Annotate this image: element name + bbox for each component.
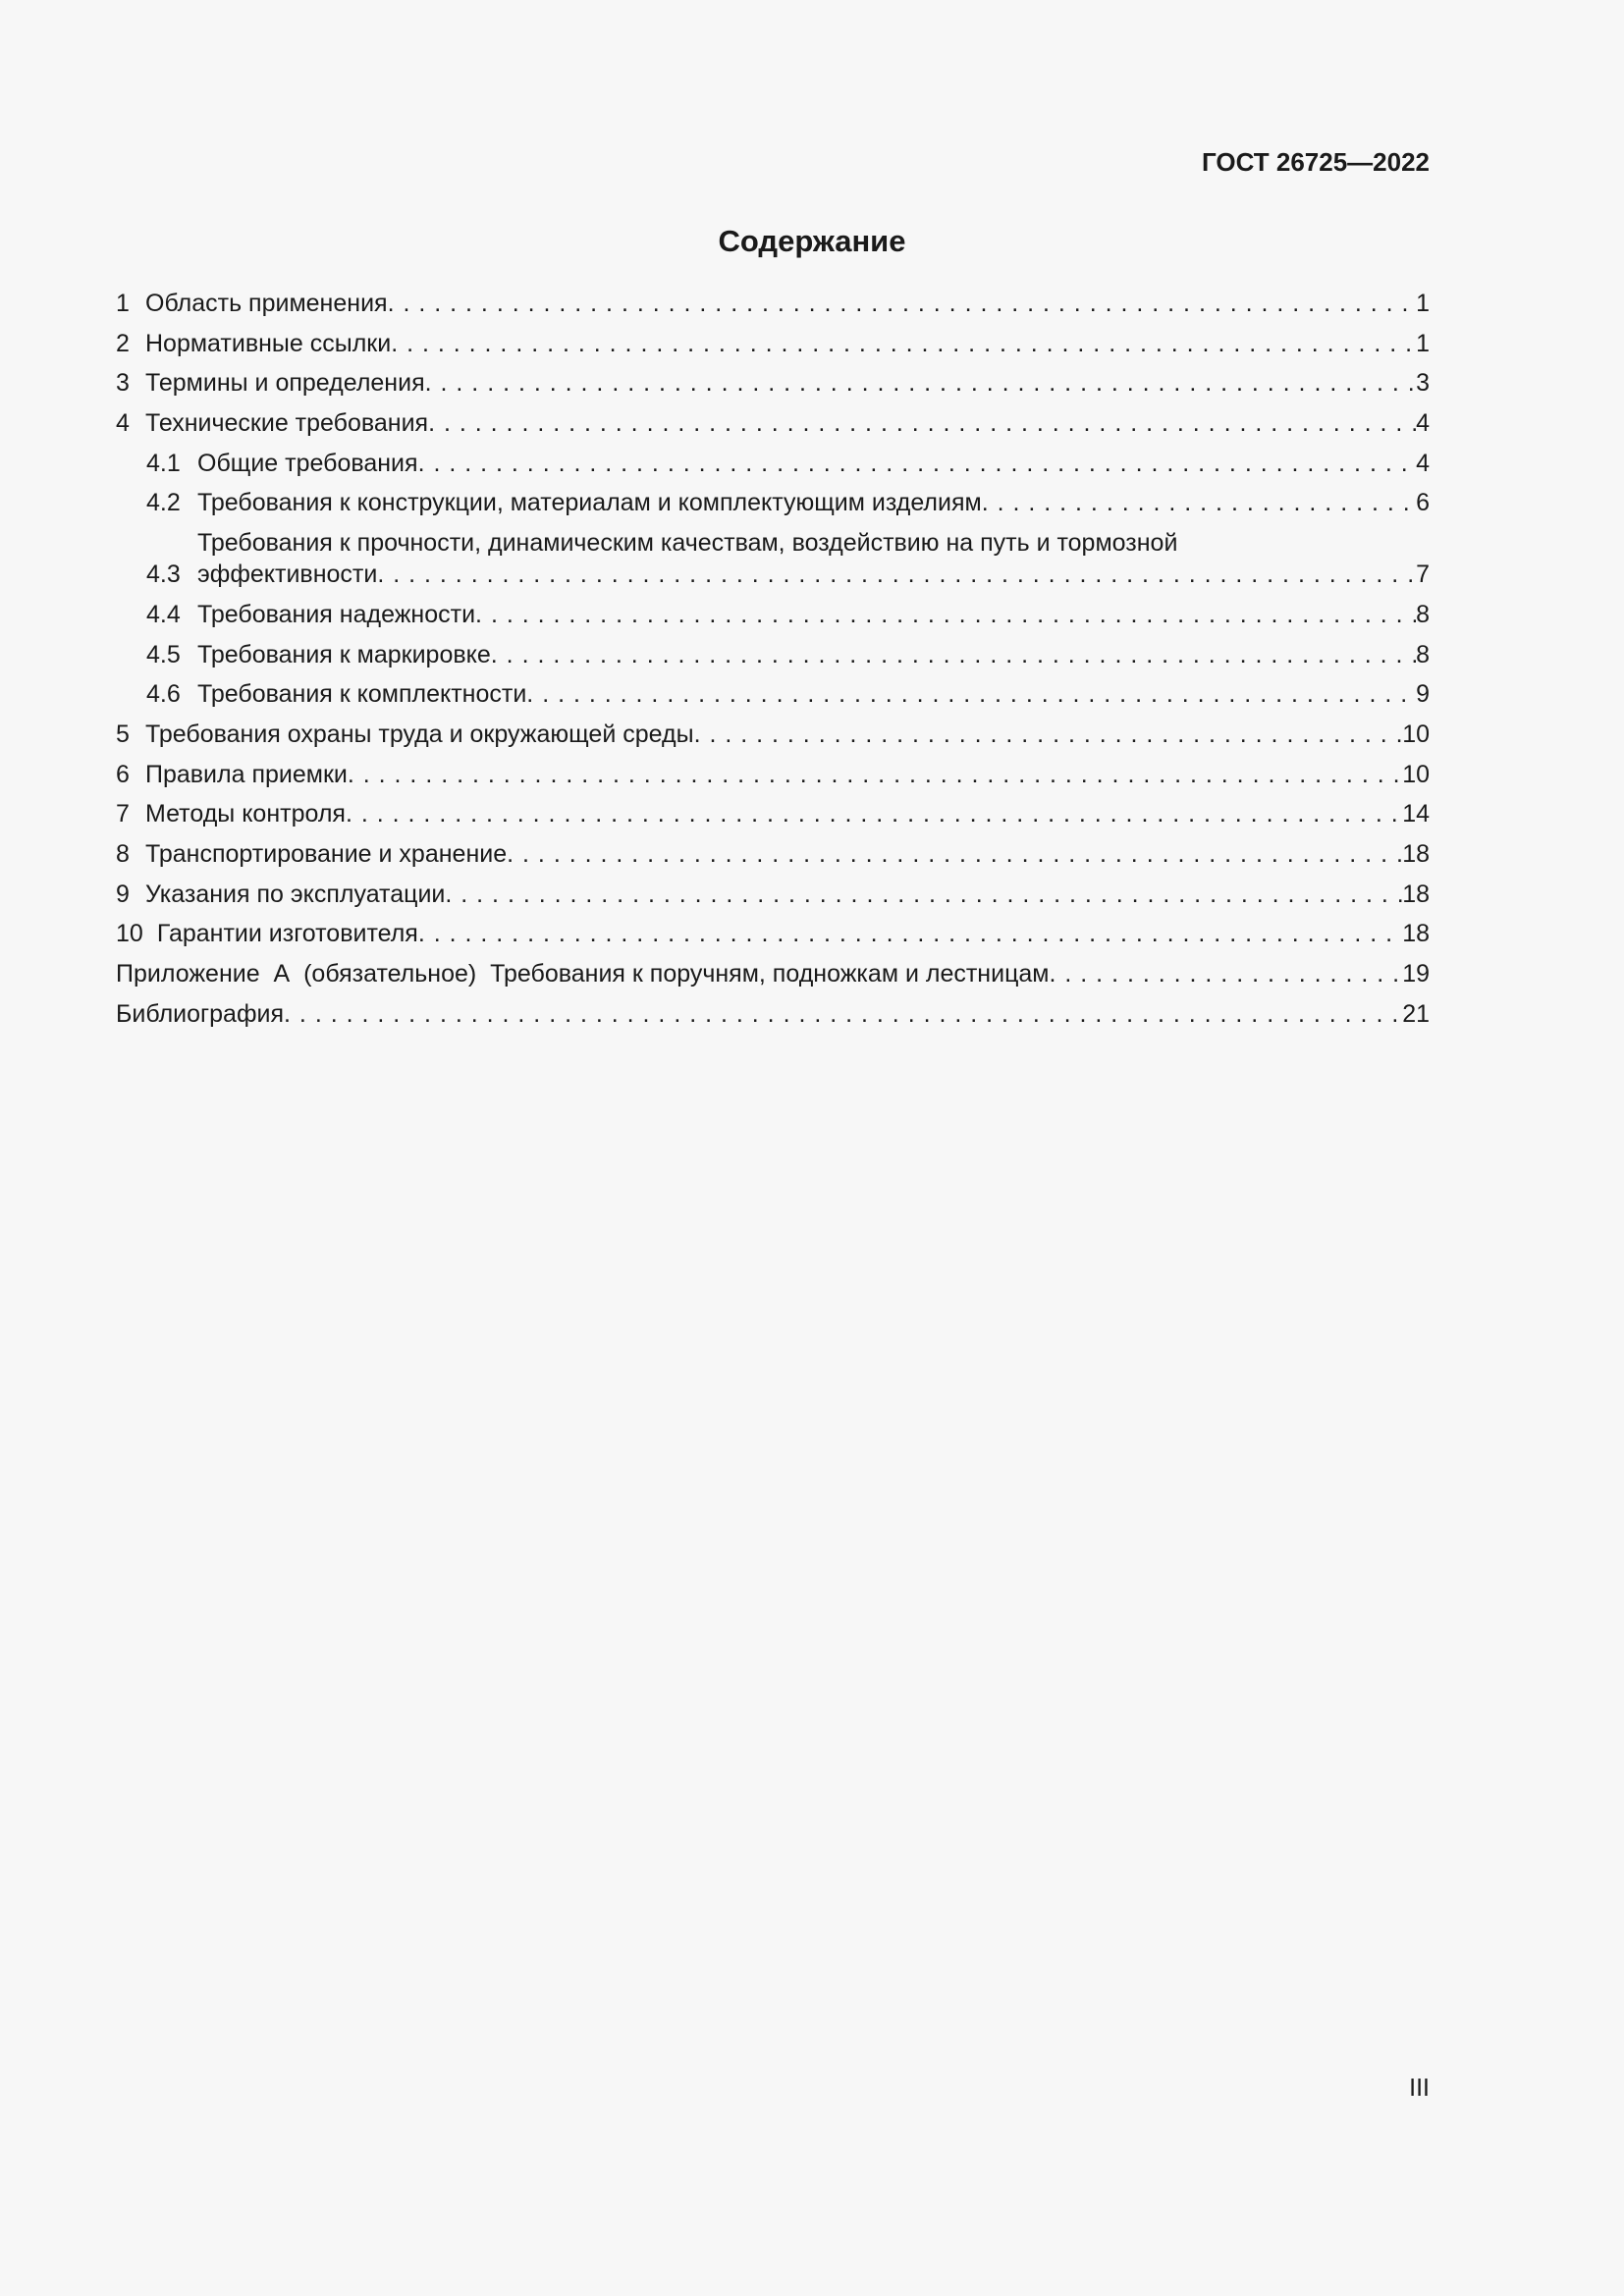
- toc-entry-number: 4.3: [146, 561, 181, 589]
- toc-entry[interactable]: [116, 838, 1430, 870]
- toc-entry[interactable]: [116, 958, 1430, 989]
- toc-entry-page: 8: [1416, 640, 1430, 668]
- toc-entry-label: Требования надежности: [197, 600, 476, 628]
- toc-entry[interactable]: [116, 407, 1430, 439]
- toc-entry-page: 14: [1402, 800, 1430, 828]
- toc-entry-label: Требования к комплектности: [197, 680, 527, 709]
- toc-entry-label: Технические требования: [145, 409, 429, 438]
- toc-entry-number: 1: [116, 290, 130, 317]
- toc-entry-label: Транспортирование и хранение: [145, 839, 508, 868]
- toc-entry-label: Гарантии изготовителя: [156, 920, 418, 948]
- toc-entry-page: 9: [1416, 680, 1430, 709]
- toc-entry[interactable]: [116, 487, 1430, 518]
- toc-entry[interactable]: [116, 367, 1430, 399]
- toc-entry-number: 2: [116, 329, 130, 357]
- toc-entry[interactable]: [116, 639, 1430, 670]
- toc-entry-label: Термины и определения: [145, 369, 425, 398]
- table-of-contents: [116, 288, 1430, 1038]
- dot-leader: [388, 288, 1417, 319]
- toc-entry-number: 4.5: [146, 640, 181, 668]
- toc-entry-label: Область применения: [145, 290, 388, 317]
- toc-entry[interactable]: [116, 719, 1430, 750]
- toc-entry-page: 10: [1402, 760, 1430, 788]
- toc-entry-page: 7: [1416, 561, 1430, 589]
- toc-entry-label: Правила приемки: [145, 760, 348, 788]
- toc-entry-number: 4: [116, 409, 130, 438]
- toc-entry-label: Библиография: [116, 999, 285, 1028]
- toc-entry-number: 4.6: [146, 680, 181, 709]
- toc-entry-number: 6: [116, 760, 130, 788]
- toc-entry-page: 18: [1402, 839, 1430, 868]
- toc-entry-label: Приложение А (обязательное) Требования к поручням, подножкам и лестницам: [116, 960, 1050, 988]
- toc-entry-page: 18: [1402, 880, 1430, 908]
- toc-entry-number: 10: [116, 920, 143, 948]
- dot-leader: [982, 487, 1416, 518]
- toc-entry[interactable]: [116, 879, 1430, 910]
- toc-entry-number: 9: [116, 880, 130, 908]
- toc-entry-label-continued: эффективности: [197, 561, 378, 589]
- dot-leader: [694, 719, 1403, 750]
- toc-entry-label: Требования к прочности, динамическим качествам, воздействию на путь и тормозной: [197, 529, 1178, 558]
- toc-entry-number: 3: [116, 369, 130, 398]
- dot-leader: [391, 328, 1416, 359]
- toc-entry-page: 1: [1416, 290, 1430, 317]
- toc-entry-label: Указания по эксплуатации: [145, 880, 446, 908]
- dot-leader: [507, 838, 1402, 870]
- toc-entry-page: 21: [1402, 999, 1430, 1028]
- toc-entry-number: 4.2: [146, 489, 181, 517]
- toc-entry[interactable]: [116, 599, 1430, 630]
- toc-entry-page: 8: [1416, 600, 1430, 628]
- toc-entry[interactable]: [116, 448, 1430, 479]
- toc-entry-number: 7: [116, 800, 130, 828]
- dot-leader: [418, 448, 1417, 479]
- toc-entry-label: Требования охраны труда и окружающей среды: [145, 720, 694, 748]
- toc-entry-page: 6: [1416, 489, 1430, 517]
- toc-entry[interactable]: [116, 798, 1430, 829]
- toc-entry-page: 3: [1416, 369, 1430, 398]
- toc-entry-number: 8: [116, 839, 130, 868]
- dot-leader: [425, 367, 1416, 399]
- toc-entry-page: 4: [1416, 409, 1430, 438]
- toc-entry-page: 4: [1416, 449, 1430, 477]
- dot-leader: [348, 759, 1402, 790]
- dot-leader: [491, 639, 1416, 670]
- dot-leader: [445, 879, 1402, 910]
- toc-entry-label: Методы контроля: [145, 800, 346, 828]
- toc-entry[interactable]: [116, 918, 1430, 949]
- toc-entry[interactable]: [116, 288, 1430, 319]
- dot-leader: [475, 599, 1416, 630]
- page-title: Содержание: [718, 224, 906, 258]
- dot-leader: [377, 559, 1416, 590]
- dot-leader: [284, 998, 1402, 1030]
- dot-leader: [428, 407, 1416, 439]
- toc-entry-page: 1: [1416, 329, 1430, 357]
- page-number: III: [1409, 2074, 1430, 2102]
- toc-entry-number: 4.4: [146, 600, 181, 628]
- toc-entry-number: 4.1: [146, 449, 181, 477]
- dot-leader: [1050, 958, 1403, 989]
- toc-entry-label: Нормативные ссылки: [145, 329, 392, 357]
- toc-entry[interactable]: [116, 328, 1430, 359]
- toc-entry-page: 18: [1402, 920, 1430, 948]
- document-id-header: ГОСТ 26725—2022: [1202, 147, 1430, 177]
- toc-entry-number: 5: [116, 720, 130, 748]
- toc-entry[interactable]: [116, 759, 1430, 790]
- toc-entry[interactable]: [116, 678, 1430, 710]
- toc-entry-page: 19: [1402, 960, 1430, 988]
- dot-leader: [526, 678, 1416, 710]
- dot-leader: [346, 798, 1402, 829]
- toc-entry-label: Требования к конструкции, материалам и комплектующим изделиям: [197, 489, 982, 517]
- toc-entry-label: Общие требования: [197, 449, 418, 477]
- dot-leader: [418, 918, 1402, 949]
- toc-entry[interactable]: [116, 527, 1430, 590]
- toc-entry[interactable]: [116, 998, 1430, 1030]
- toc-entry-label: Требования к маркировке: [197, 640, 491, 668]
- toc-entry-page: 10: [1402, 720, 1430, 748]
